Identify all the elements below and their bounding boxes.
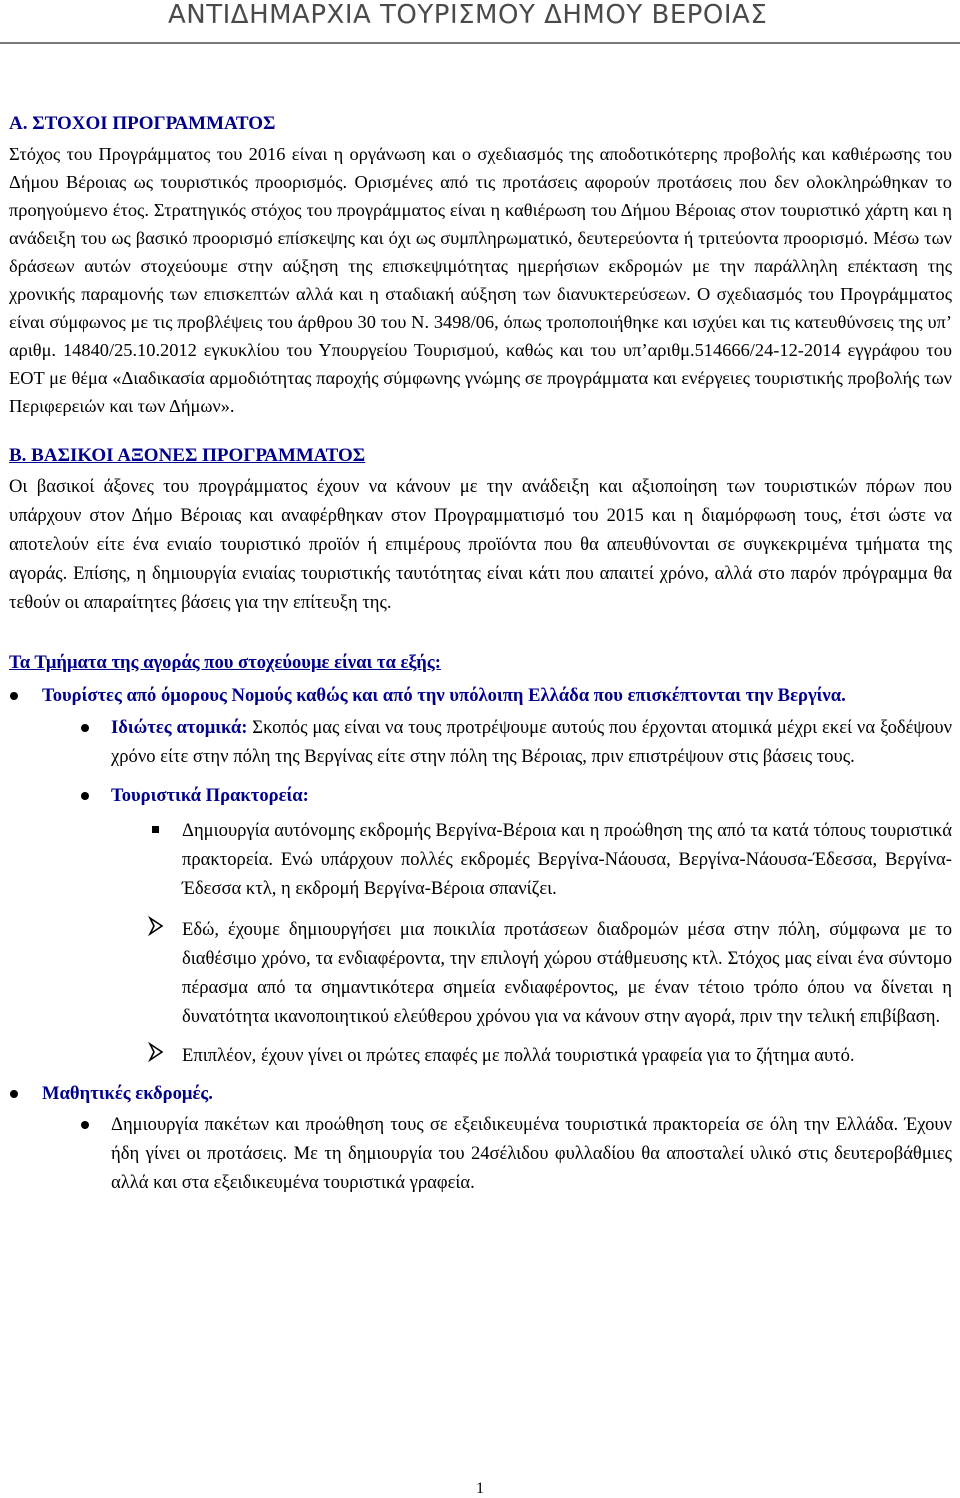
header-title: ΑΝΤΙΔΗΜΑΡΧΙΑ ΤΟΥΡΙΣΜΟΥ ΔΗΜΟΥ ΒΕΡΟΙΑΣ [168,0,768,30]
segment-1-sub-1 [42,713,952,771]
square-bullet-icon [152,826,159,833]
section-a-heading: Α. ΣΤΟΧΟΙ ΠΡΟΓΡΑΜΜΑΤΟΣ [9,113,276,134]
segments-heading [9,648,952,677]
list-item [9,1041,952,1070]
bullet-icon [81,724,89,732]
agency-item-2: Εδώ, έχουμε δημιουργήσει μια ποικιλία προτάσεων διαδρομών μέσα στην πόλη, σύμφωνα με το διαθέσιμο χρόνο, τα ενδιαφέροντα, την επιλογή χώρου στάθμευσης κτλ. Στόχος μας είναι ένα σύντομο πέρασμα από τα σημαντικότερα σημεία ενδιαφέροντος, με έναν τέτοιο τρόπο όπου να δίνεται η δυνατότητα ικανοποιητικού ελεύθερου χρόνου για να κάνουν στην αγορά, πριν την τελική επιβίβαση. [182,919,952,1027]
bullet-icon [81,792,89,800]
list-item [9,1110,952,1197]
segment-1-title: Τουρίστες από όμορους Νομούς καθώς και από την υπόλοιπη Ελλάδα που επισκέπτονται την Βεργίνα. [42,685,846,706]
list-item [9,681,952,710]
agency-item-3: Επιπλέον, έχουν γίνει οι πρώτες επαφές με πολλά τουριστικά γραφεία για το ζήτημα αυτό. [182,1045,855,1066]
list-item [9,781,952,810]
segment-2-title: Μαθητικές εκδρομές. [42,1083,213,1104]
bullet-icon [10,692,18,700]
document-body [9,110,952,1197]
arrow-bullet-icon [148,915,164,937]
segment-1-sub-1-text: Σκοπός μας είναι να τους προτρέψουμε αυτούς που έρχονται ατομικά μέχρι εκεί να ξοδέψουν χρόνο είτε στην πόλη της Βεργίνας είτε στην πόλη της Βέροιας, πριν επιστρέψουν στις βάσεις τους. [111,717,952,767]
bullet-icon [81,1121,89,1129]
section-b-paragraph: Οι βασικοί άξονες του προγράμματος έχουν να κάνουν με την ανάδειξη και αξιοποίηση των τουριστικών πόρων που υπάρχουν στον Δήμο Βέροιας και αναφέρθηκαν στον Προγραμματισμό του 2015 και η διαμόρφωση τους, έτσι ώστε να αποτελούν είτε ένα ενιαίο τουριστικό προϊόν ή επιμέρους προϊόντα που θα απευθύνονται σε συγκεκριμένα τμήματα της αγοράς. Επίσης, η δημιουργία ενιαίας τουριστικής ταυτότητας είναι κάτι που απαιτεί χρόνο, αλλά στο παρόν πρόγραμμα θα τεθούν οι απαραίτητες βάσεις για την επίτευξη της. [9,476,952,613]
list-item [9,713,952,771]
segment-1-sub-2-label: Τουριστικά Πρακτορεία: [111,785,309,806]
page-header [0,0,960,44]
segment-2-sub-1: Δημιουργία πακέτων και προώθηση τους σε εξειδικευμένα τουριστικά πρακτορεία σε όλη την Ελλάδα. Έχουν ήδη γίνει οι προτάσεις. Με τη δημιουργία του 24σέλιδου φυλλαδίου θα αποσταλεί υλικό στις δευτεροβάθμιες αλλά και στα εξειδικευμένα τουριστικά γραφεία. [111,1114,952,1193]
page-number: 1 [476,1480,484,1497]
segment-1-sub-1-label: Ιδιώτες ατομικά: [111,717,248,738]
segments-heading-text: Τα Τμήματα της αγοράς που στοχεύουμε είναι τα εξής: [9,652,441,673]
agency-item-1: Δημιουργία αυτόνομης εκδρομής Βεργίνα-Βέροια και η προώθηση της από τα κατά τόπους τουριστικά πρακτορεία. Ενώ υπάρχουν πολλές εκδρομές Βεργίνα-Νάουσα, Βεργίνα-Νάουσα-Έδεσσα, Βεργίνα-Έδεσσα κτλ, η εκδρομή Βεργίνα-Βέροια σπανίζει. [182,820,952,899]
list-item [9,1079,952,1108]
list-item [9,816,952,903]
section-b-heading: Β. ΒΑΣΙΚΟΙ ΑΞΟΝΕΣ ΠΡΟΓΡΑΜΜΑΤΟΣ [9,445,366,466]
list-item [9,915,952,1031]
arrow-bullet-icon [148,1041,164,1063]
bullet-icon [10,1090,18,1098]
section-a-paragraph: Στόχος του Προγράμματος του 2016 είναι η οργάνωση και ο σχεδιασμός της αποδοτικότερης προβολής και καθιέρωσης του Δήμου Βέροιας ως τουριστικός προορισμός. Ορισμένες από τις προτάσεις αφορούν προτάσεις που δεν ολοκληρώθηκαν το προηγούμενο έτος. Στρατηγικός στόχος του προγράμματος είναι η καθιέρωση του Δήμου Βέροιας στον τουριστικό χάρτη και η ανάδειξη του ως βασικό προορισμό επίσκεψης και όχι ως συμπληρωματικό, δευτερεύοντα ή τριτεύοντα προορισμό. Μέσω των δράσεων αυτών στοχεύουμε στην αύξηση της επισκεψιμότητας ημερήσιων εκδρομών με την παράλληλη επέκταση της χρονικής παραμονής των επισκεπτών αλλά και η σταδιακή αύξηση των διανυκτερεύσεων. Ο σχεδιασμός του Προγράμματος είναι σύμφωνος με τις προβλέψεις του άρθρου 30 του Ν. 3498/06, όπως τροποποιήθηκε και ισχύει και τις κατευθύνσεις της υπ’ αριθμ. 14840/25.10.2012 εγκυκλίου του Υπουργείου Τουρισμού, καθώς και του υπ’αριθμ.514666/24-12-2014 εγγράφου του ΕΟΤ με θέμα «Διαδικασία αρμοδιότητας παροχής σύμφωνης γνώμης σε προγράμματα και ενέργειες τουριστικής προβολής των Περιφερειών και των Δήμων». [9,144,952,416]
